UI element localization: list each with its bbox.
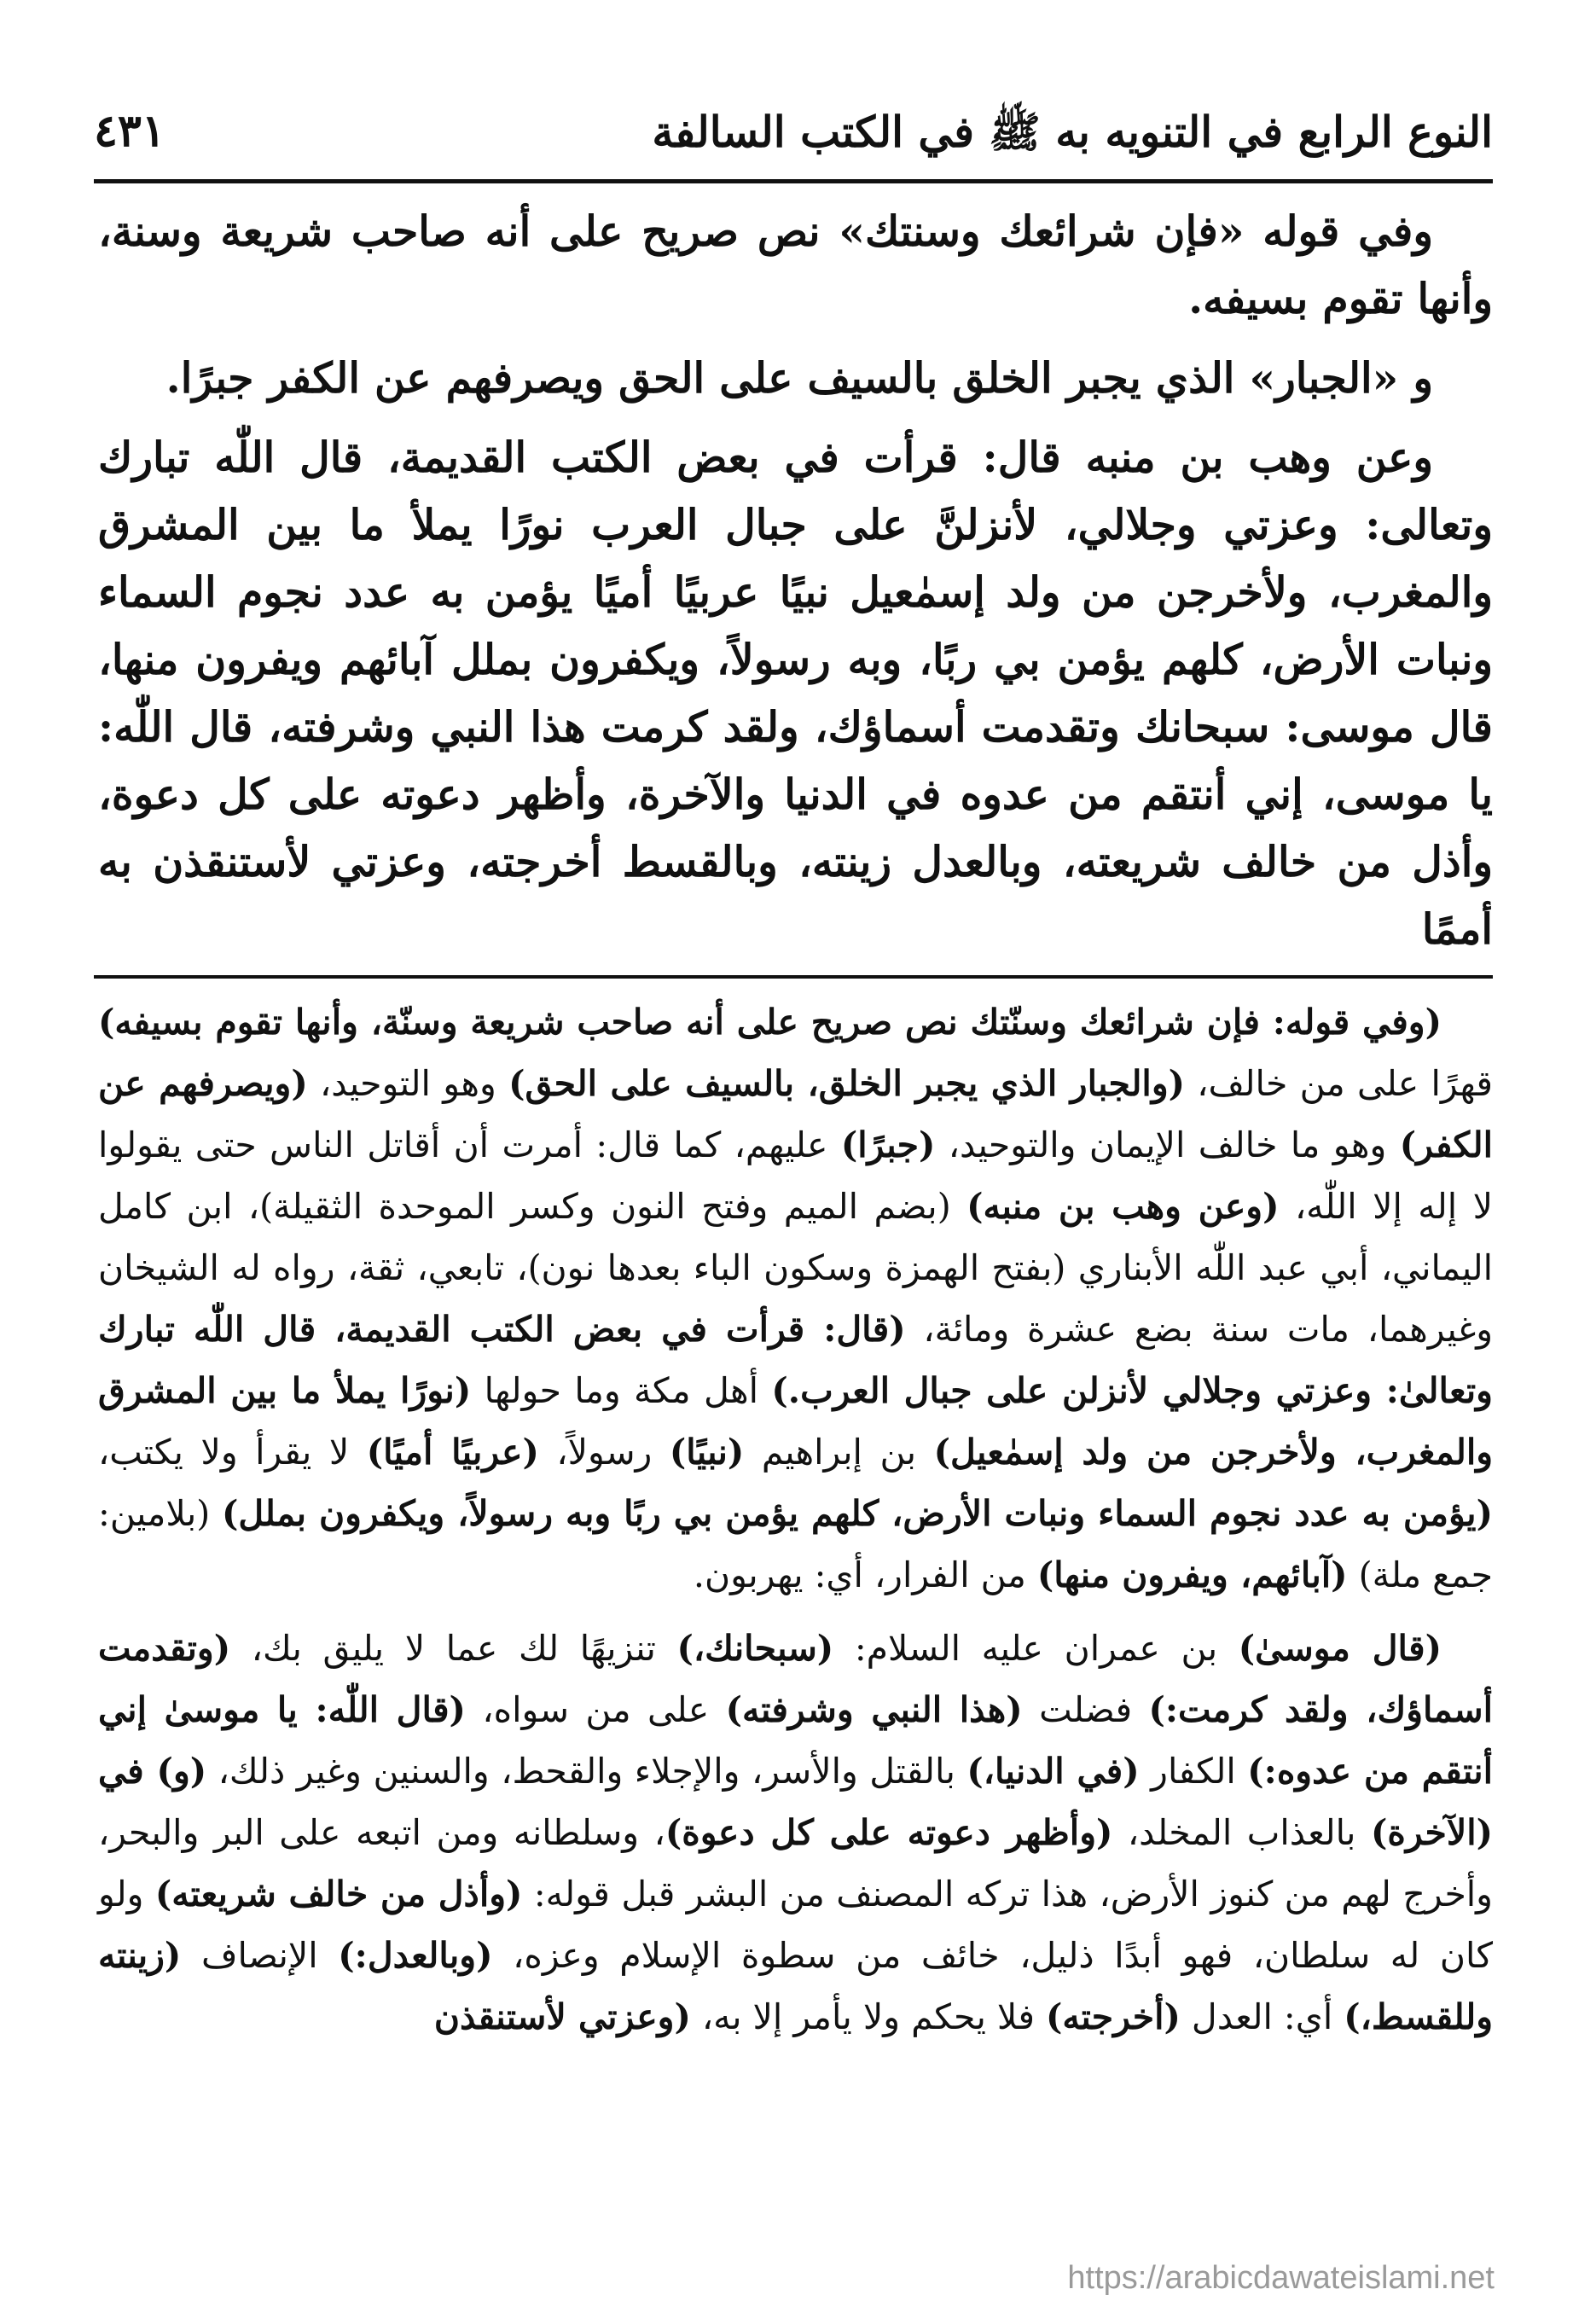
commentary-segment: الكفار [1139,1751,1248,1792]
commentary-segment: وهو ما خالف الإيمان والتوحيد، [935,1124,1400,1165]
commentary-segment: فضلت [1022,1689,1149,1730]
commentary-text [98,991,1493,2060]
page-number: ٤٣١ [94,105,165,157]
commentary-paragraph-2 [98,1618,1493,2048]
running-header [94,98,1493,175]
main-text-paragraph-3: وعن وهب بن منبه قال: قرأت في بعض الكتب القديمة، قال اللّٰه تبارك وتعالى: وعزتي وجلالي، لأنزلنَّ على جبال العرب نورًا يملأ ما بين المشرق والمغرب، ولأخرجن من ولد إسمٰعيل نبيًا عربيًا أميًا يؤمن به عدد نجوم السماء ونبات الأرض، كلهم يؤمن بي ربًا، وبه رسولاً، ويكفرون بملل آبائهم ويفرون منها، قال موسى: سبحانك وتقدمت أسماؤك، ولقد كرمت هذا النبي وشرفته، قال اللّٰه: يا موسى، إني أنتقم من عدوه في الدنيا والآخرة، وأظهر دعوته على كل دعوة، وأذل من خالف شريعته، وبالعدل زينته، وبالقسط أخرجته، وعزتي لأستنقذن به أممًا [98,433,1493,954]
commentary-segment: بن عمران عليه السلام: [833,1628,1239,1669]
commentary-segment: ، وسلطانه ومن اتبعه على البر والبحر، وأخرج لهم من كنوز الأرض، هذا تركه المصنف من البشر قبل قوله: [98,1812,1493,1914]
quoted-base-text: (ويصرفهم عن الكفر) [98,1063,1493,1165]
main-text-paragraph-1: وفي قوله «فإن شرائعك وسنتك» نص صريح على أنه صاحب شريعة وسنة، وأنها تقوم بسيفه. [98,206,1493,323]
quoted-base-text: (في الدنيا،) [966,1751,1140,1792]
quoted-base-text: (وفي قوله: فإن شرائعك وسنّتك نص صريح على أنه صاحب شريعة وسنّة، وأنها تقوم بسيفه) [98,1002,1442,1043]
commentary-segment: تنزيهًا لك عما لا يليق بك، [230,1628,677,1669]
commentary-paragraph-1 [98,991,1493,1606]
quoted-base-text: (وأظهر دعوته على كل دعوة) [665,1812,1113,1853]
commentary-segment: بن إبراهيم [744,1432,934,1473]
commentary-segment: ولو كان له سلطان، فهو أبدًا ذليل، خائف من سطوة الإسلام وعزه، [98,1874,1493,1976]
commentary-segment: الإنصاف [181,1935,339,1976]
commentary-segment: عليهم، كما قال: أمرت أن أقاتل الناس حتى يقولوا لا إله إلا اللّٰه، [98,1124,1493,1227]
header-rule [94,179,1493,183]
quoted-base-text: (قال اللّٰه: يا موسىٰ إني أنتقم من عدوه:) [98,1689,1493,1792]
quoted-base-text: (و) في (الآخرة) [98,1751,1493,1853]
quoted-base-text: (قال موسىٰ) [1238,1628,1442,1669]
quoted-base-text: (نورًا يملأ ما بين المشرق والمغرب، ولأخرجن من ولد إسمٰعيل) [98,1370,1494,1473]
quoted-base-text: (جبرًا) [840,1124,936,1165]
quoted-base-text: (وعن وهب بن منبه) [966,1186,1280,1227]
commentary-segment: وهو التوحيد، [307,1063,509,1104]
commentary-segment: لا يقرأ ولا يكتب، [98,1432,367,1473]
commentary-segment: بالقتل والأسر، والإجلاء والقحط، والسنين وغير ذلك، [206,1751,967,1792]
quoted-base-text: (يؤمن به عدد نجوم السماء ونبات الأرض، كلهم يؤمن بي ربًا وبه رسولاً، ويكفرون بملل) [221,1493,1493,1534]
commentary-divider [94,975,1493,979]
watermark-url: https://arabicdawateislami.net [1067,2260,1495,2296]
main-text-paragraph-2: و «الجبار» الذي يجبر الخلق بالسيف على الحق ويصرفهم عن الكفر جبرًا. [165,353,1433,403]
quoted-base-text: (نبيًا) [669,1432,745,1473]
commentary-segment: فلا يحكم ولا يأمر إلا به، [690,1996,1047,2037]
quoted-base-text: (قال: قرأت في بعض الكتب القديمة، قال اللّٰه تبارك وتعالىٰ: وعزتي وجلالي لأنزلن على جبال العرب.) [98,1309,1493,1411]
commentary-segment: (بضم الميم وفتح النون وكسر الموحدة الثقيلة)، ابن كامل اليماني، أبي عبد اللّٰه الأبناري (بفتح الهمزة وسكون الباء بعدها نون)، تابعي، ثقة، رواه له الشيخان وغيرهما، مات سنة بضع عشرة ومائة، [98,1186,1493,1350]
quoted-base-text: (آبائهم، ويفرون منها) [1036,1554,1348,1595]
chapter-title: النوع الرابع في التنويه به ﷺ في الكتب السالفة [652,107,1493,157]
quoted-base-text: (وعزتي لأستنقذن [433,1996,691,2037]
commentary-segment: أي: العدل [1180,1996,1344,2037]
commentary-segment: قهرًا على من خالف، [1185,1063,1494,1104]
quoted-base-text: (وبالعدل:) [338,1935,493,1976]
quoted-base-text: (والجبار الذي يجبر الخلق، بالسيف على الحق) [508,1063,1186,1104]
quoted-base-text: (وأذل من خالف شريعته) [154,1874,523,1914]
quoted-base-text: (عربيًا أميًا) [366,1432,539,1473]
commentary-segment: من الفرار، أي: يهربون. [693,1554,1037,1595]
commentary-segment: بالعذاب المخلد، [1112,1812,1371,1853]
quoted-base-text: (وتقدمت أسماؤك، ولقد كرمت:) [98,1628,1493,1730]
commentary-segment: (بلامين: جمع ملة) [98,1493,1493,1595]
commentary-segment: على من سواه، [465,1689,726,1730]
commentary-segment: أهل مكة وما حولها [471,1370,772,1411]
quoted-base-text: (هذا النبي وشرفته) [725,1689,1023,1730]
main-text [98,198,1493,975]
quoted-base-text: (سبحانك،) [676,1628,834,1669]
quoted-base-text: (زينته وللقسط،) [98,1935,1493,2037]
quoted-base-text: (أخرجته) [1046,1996,1181,2037]
commentary-segment: رسولاً، [538,1432,670,1473]
